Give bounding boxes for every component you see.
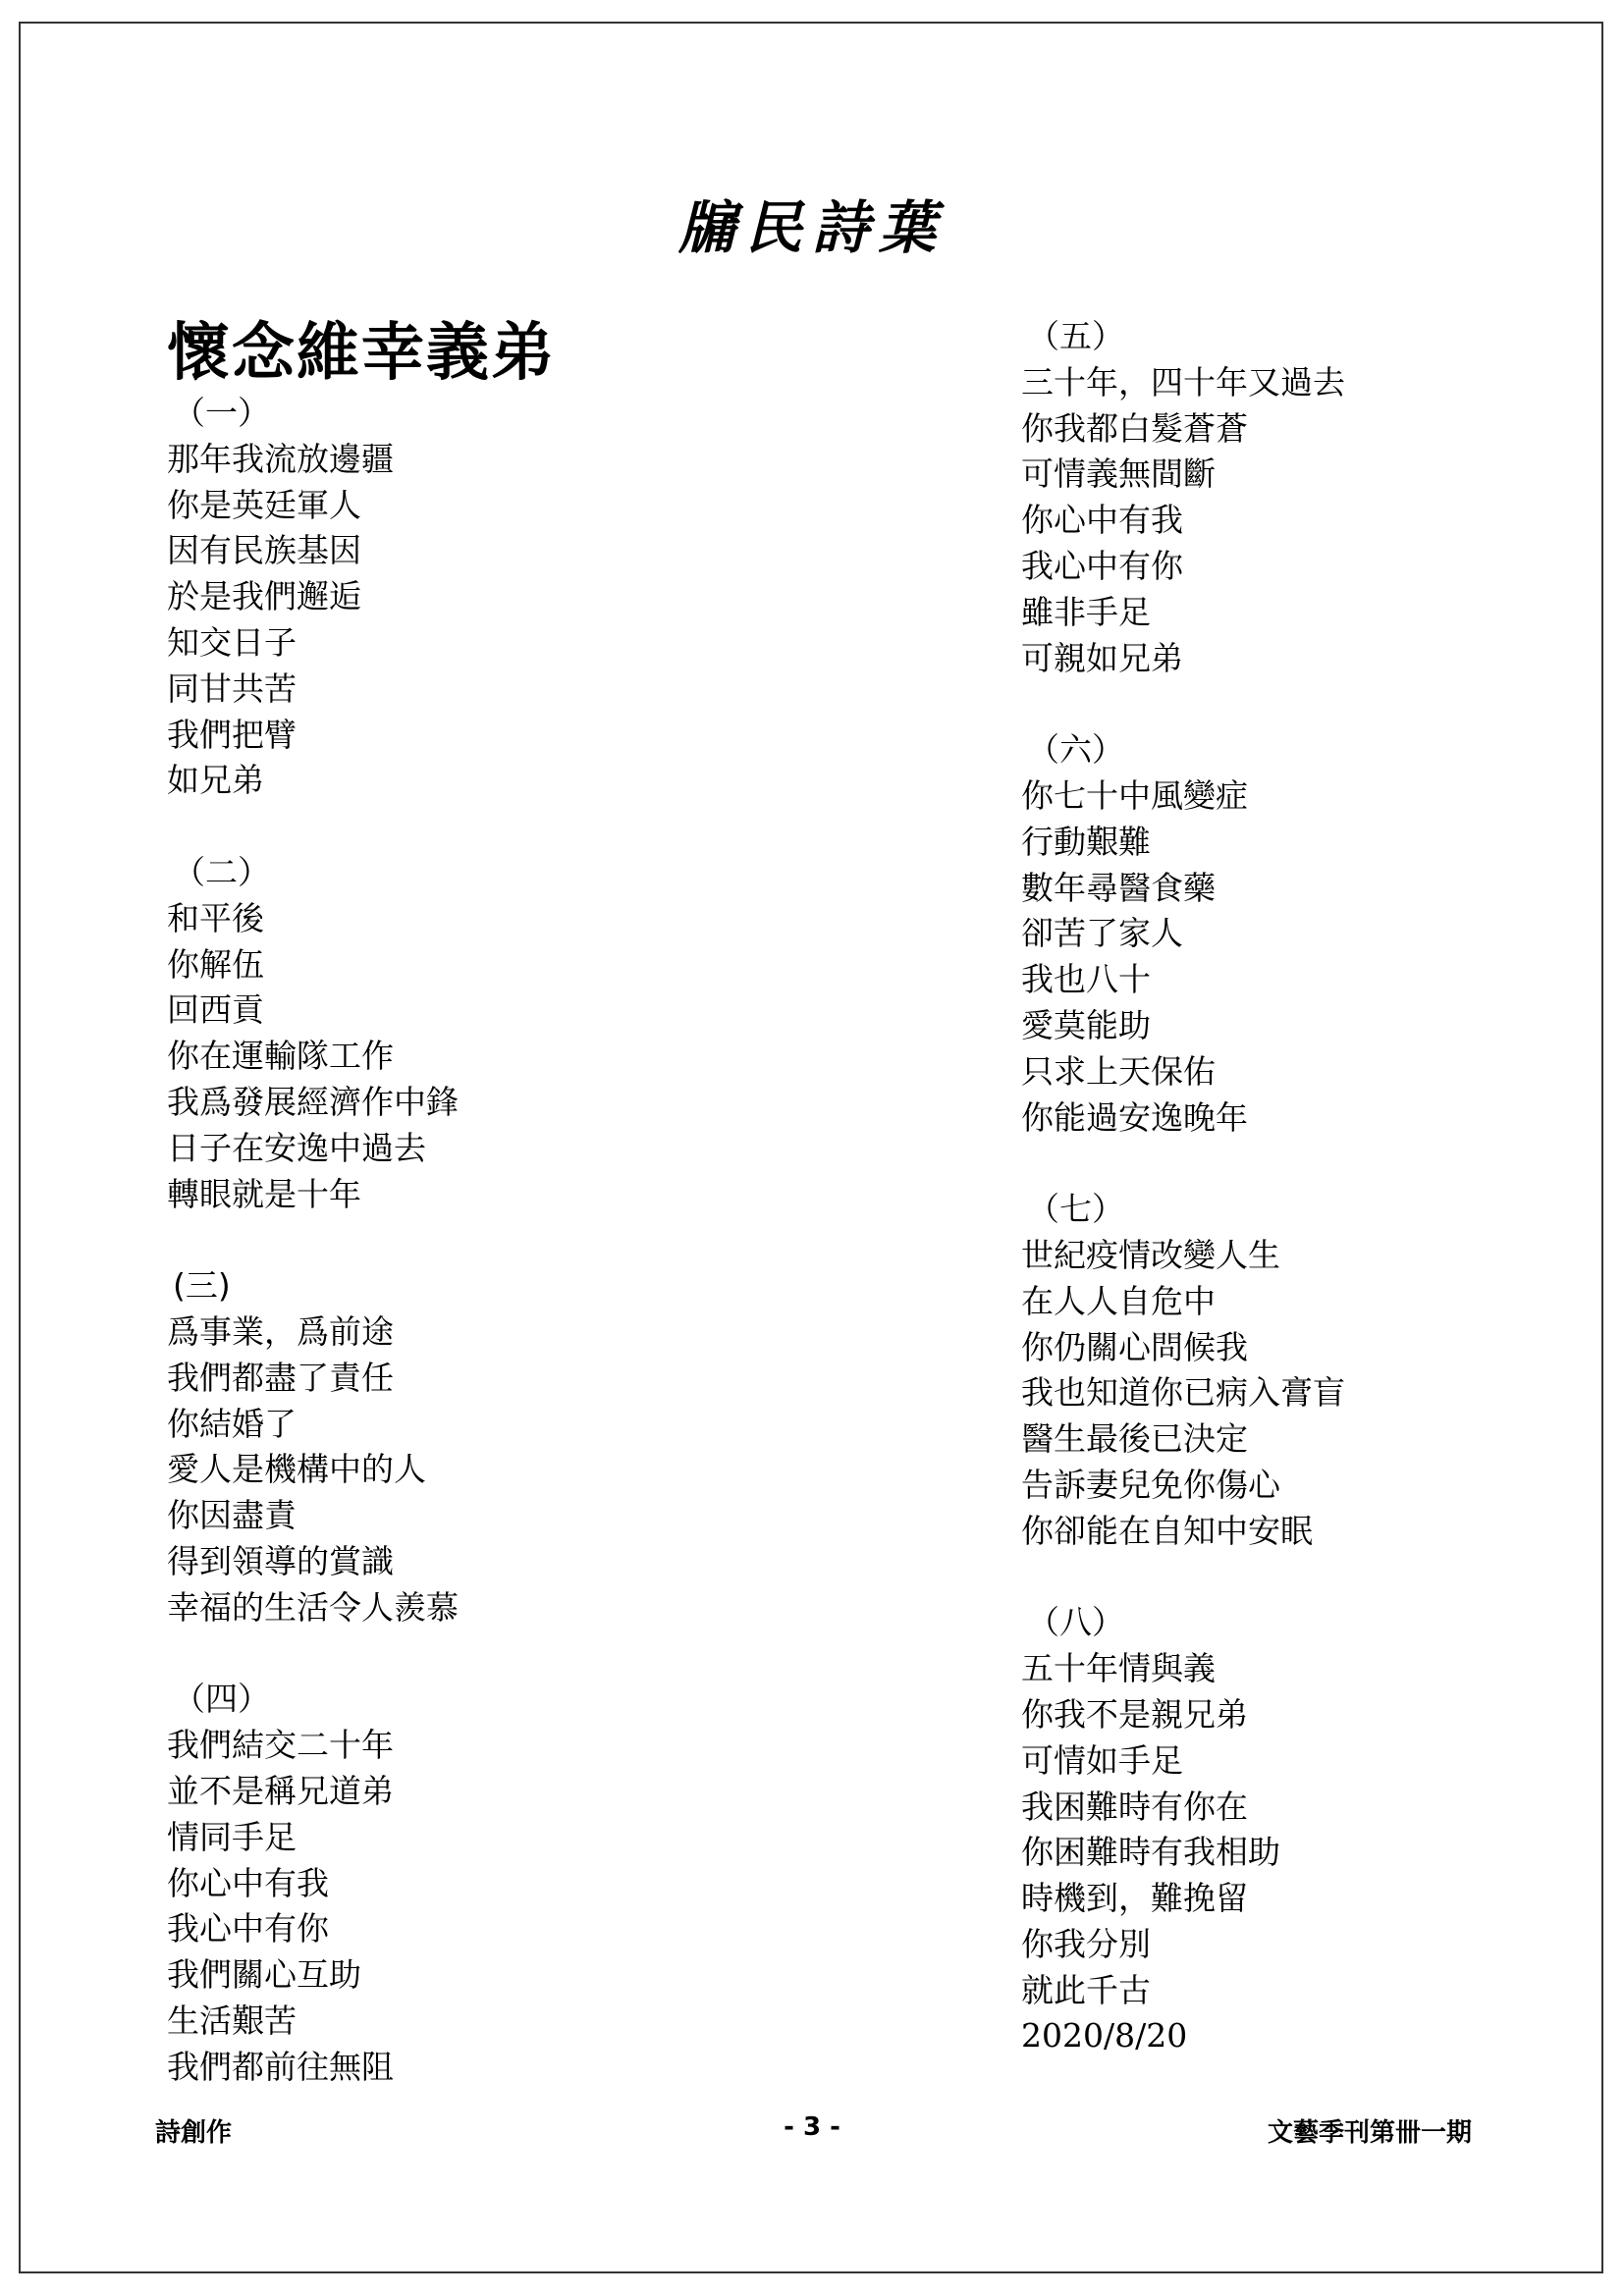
stanza-heading: （六） — [1027, 730, 1124, 770]
poem-line: 可親如兄弟 — [1021, 638, 1183, 677]
footer-page-number: - 3 - — [784, 2112, 840, 2142]
poem-line: 數年尋醫食藥 — [1021, 868, 1216, 907]
poem-line: 情同手足 — [167, 1817, 297, 1856]
stanza — [167, 1677, 459, 2090]
footer-section-label: 詩創作 — [155, 2118, 233, 2148]
poem-line: 行動艱難 — [1021, 822, 1151, 861]
poem-line: 知交日子 — [167, 622, 297, 662]
poem-line: 我們結交二十年 — [167, 1726, 394, 1765]
poem-line: 你困難時有我相助 — [1021, 1833, 1280, 1872]
poem-date: 2020/8/20 — [1021, 2016, 1188, 2056]
poem-line: 我心中有你 — [1021, 546, 1183, 585]
poem-line: 你是英廷軍人 — [167, 485, 361, 524]
stanza-heading: （八） — [1027, 1603, 1124, 1642]
stanza — [1021, 314, 1345, 681]
poem-line: 三十年，四十年又過去 — [1021, 362, 1345, 401]
poem-line: 你心中有我 — [1021, 501, 1183, 540]
poem-line: 你我分別 — [1021, 1924, 1151, 1963]
poem-line: 幸福的生活令人羨慕 — [167, 1587, 459, 1627]
poem-line: 可情如手足 — [1021, 1740, 1183, 1780]
poem-line: 雖非手足 — [1021, 592, 1151, 631]
poem-line: 醫生最後已決定 — [1021, 1419, 1248, 1459]
poem-line: 你我不是親兄弟 — [1021, 1694, 1248, 1734]
poem-line: 我們把臂 — [167, 715, 297, 754]
poem-line: 日子在安逸中過去 — [167, 1128, 426, 1167]
poem-left-column — [167, 391, 459, 2090]
poem-line: 卻苦了家人 — [1021, 914, 1183, 953]
poem-line: 生活艱苦 — [167, 2001, 297, 2040]
poem-line: 回西貢 — [167, 990, 264, 1030]
poem-line: 爲事業，爲前途 — [167, 1311, 394, 1351]
stanza-heading: （七） — [1027, 1190, 1124, 1229]
page-header-title: 牖民詩葉 — [677, 194, 946, 261]
poem-line: 我心中有你 — [167, 1909, 329, 1949]
poem-right-column — [1021, 314, 1345, 2059]
poem-line: 我也八十 — [1021, 960, 1151, 999]
poem-line: 我們都前往無阻 — [167, 2047, 394, 2086]
poem-line: 你因盡責 — [167, 1496, 297, 1535]
poem-line: 世紀疫情改變人生 — [1021, 1235, 1280, 1274]
poem-line: 我困難時有你在 — [1021, 1787, 1248, 1826]
poem-line: 愛人是機構中的人 — [167, 1450, 426, 1489]
poem-line: 我爲發展經濟作中鋒 — [167, 1082, 459, 1121]
footer-publication: 文藝季刊第卌一期 — [1267, 2118, 1472, 2148]
poem-line: 你結婚了 — [167, 1404, 297, 1443]
poem-line: 只求上天保佑 — [1021, 1051, 1216, 1091]
poem-line: 我也知道你已病入膏盲 — [1021, 1373, 1345, 1413]
poem-line: 我們都盡了責任 — [167, 1358, 394, 1397]
poem-line: 你在運輸隊工作 — [167, 1037, 394, 1076]
poem-line: 你我都白髮蒼蒼 — [1021, 408, 1248, 448]
poem-line: 就此千古 — [1021, 1970, 1151, 2009]
poem-line: 告訴妻兒免你傷心 — [1021, 1465, 1280, 1504]
poem-line: 得到領導的賞識 — [167, 1541, 394, 1580]
poem-line: 那年我流放邊疆 — [167, 439, 394, 478]
poem-line: 和平後 — [167, 898, 264, 937]
stanza-heading: （二） — [173, 852, 270, 891]
poem-line: 你仍關心問候我 — [1021, 1327, 1248, 1366]
stanza-heading: (三) — [173, 1266, 231, 1306]
poem-line: 時機到，難挽留 — [1021, 1879, 1248, 1918]
poem-line: 你解伍 — [167, 944, 264, 984]
poem-line: 於是我們邂逅 — [167, 577, 361, 616]
poem-line: 轉眼就是十年 — [167, 1174, 361, 1213]
poem-line: 在人人自危中 — [1021, 1281, 1216, 1320]
stanza — [1021, 1600, 1345, 2059]
poem-line: 愛莫能助 — [1021, 1005, 1151, 1044]
poem-line: 我們關心互助 — [167, 1955, 361, 1995]
poem-line: 你七十中風變症 — [1021, 775, 1248, 815]
stanza — [1021, 727, 1345, 1141]
stanza — [167, 1263, 459, 1630]
poem-line: 因有民族基因 — [167, 531, 361, 570]
stanza — [167, 850, 459, 1217]
poem-line: 並不是稱兄道弟 — [167, 1771, 394, 1810]
poem-line: 可情義無間斷 — [1021, 454, 1216, 494]
poem-line: 你心中有我 — [167, 1863, 329, 1902]
poem-line: 如兄弟 — [167, 761, 264, 800]
poem-line: 你卻能在自知中安眠 — [1021, 1511, 1313, 1550]
stanza — [167, 391, 459, 804]
stanza-heading: （四） — [173, 1680, 270, 1719]
stanza-heading: （五） — [1027, 317, 1124, 355]
poem-title: 懷念維幸義弟 — [167, 316, 556, 390]
stanza — [1021, 1187, 1345, 1554]
poem-line: 五十年情與義 — [1021, 1649, 1216, 1688]
stanza-heading: （一） — [173, 394, 270, 432]
poem-line: 同甘共苦 — [167, 668, 297, 708]
poem-line: 你能過安逸晚年 — [1021, 1097, 1248, 1137]
